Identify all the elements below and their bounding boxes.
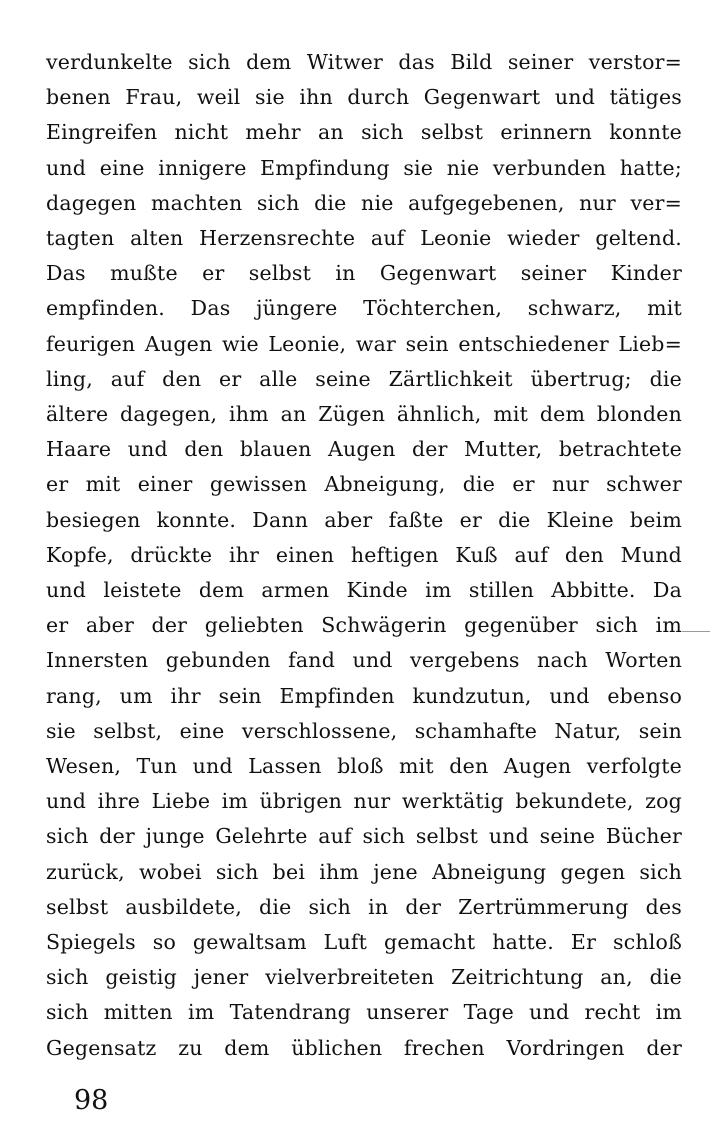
text-line-12: Haare und den blauen Augen der Mutter, betrachtete [46, 437, 682, 462]
text-line-29: Gegensatz zu dem üblichen frechen Vordringen der [46, 1035, 682, 1060]
text-line-14: besiegen konnte. Dann aber faßte er die Kleine beim [46, 507, 682, 532]
text-line-27: sich geistig jener vielverbreiteten Zeitrichtung an, die [46, 965, 682, 990]
text-line-13: er mit einer gewissen Abneigung, die er nur schwer [46, 472, 682, 497]
text-line-8: empfinden. Das jüngere Töchterchen, schwarz, mit [46, 296, 682, 321]
text-line-1: verdunkelte sich dem Witwer das Bild seiner verstor= [46, 50, 682, 74]
text-line-9: feurigen Augen wie Leonie, war sein entschiedener Lieb= [46, 331, 682, 356]
text-line-6: tagten alten Herzensrechte auf Leonie wieder geltend. [46, 226, 682, 250]
text-line-24: zurück, wobei sich bei ihm jene Abneigung gegen sich [46, 859, 682, 884]
text-line-25: selbst ausbildete, die sich in der Zertrümmerung des [46, 894, 682, 919]
text-line-20: sie selbst, eine verschlossene, schamhafte Natur, sein [46, 718, 682, 743]
margin-stroke [682, 631, 710, 632]
text-line-19: rang, um ihr sein Empfinden kundzutun, und ebenso [46, 683, 682, 708]
text-line-4: und eine innigere Empfindung sie nie verbunden hatte; [46, 155, 682, 180]
text-line-7: Das mußte er selbst in Gegenwart seiner Kinder [46, 261, 682, 286]
text-line-18: Innersten gebunden fand und vergebens nach Worten [46, 648, 682, 673]
text-line-10: ling, auf den er alle seine Zärtlichkeit übertrug; die [46, 366, 682, 391]
text-line-17: er aber der geliebten Schwägerin gegenüber sich im [46, 613, 682, 638]
text-line-26: Spiegels so gewaltsam Luft gemacht hatte. Er schloß [46, 930, 682, 954]
text-line-15: Kopfe, drückte ihr einen heftigen Kuß auf den Mund [46, 542, 682, 567]
text-line-11: ältere dagegen, ihm an Zügen ähnlich, mit dem blonden [46, 402, 682, 426]
text-line-22: und ihre Liebe im übrigen nur werktätig bekundete, zog [46, 789, 682, 814]
text-line-23: sich der junge Gelehrte auf sich selbst und seine Bücher [46, 824, 682, 849]
text-line-2: benen Frau, weil sie ihn durch Gegenwart und tätiges [46, 85, 682, 110]
text-line-5: dagegen machten sich die nie aufgegebenen, nur ver= [46, 190, 682, 215]
text-line-16: und leistete dem armen Kinde im stillen Abbitte. Da [46, 578, 682, 602]
page-number: 98 [74, 1085, 109, 1116]
text-line-28: sich mitten im Tatendrang unserer Tage und recht im [46, 1000, 682, 1025]
text-line-21: Wesen, Tun und Lassen bloß mit den Augen verfolgte [46, 754, 682, 778]
text-line-3: Eingreifen nicht mehr an sich selbst erinnern konnte [46, 120, 682, 145]
